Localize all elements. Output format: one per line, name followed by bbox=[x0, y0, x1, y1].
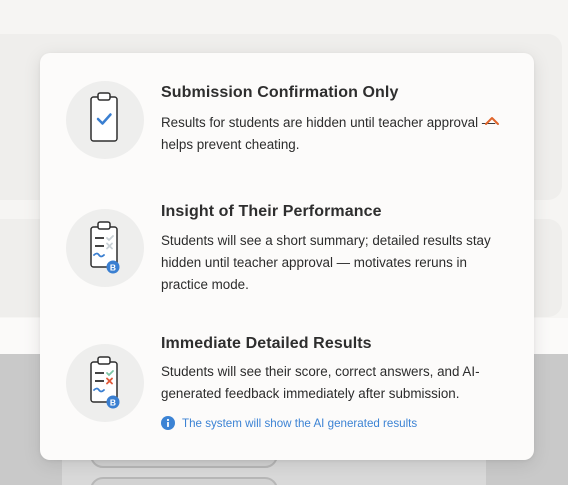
chevron-up-icon[interactable] bbox=[483, 114, 501, 128]
clipboard-check-icon bbox=[66, 81, 144, 159]
clipboard-summary-icon bbox=[66, 209, 144, 287]
svg-text:B: B bbox=[109, 397, 117, 408]
option-title: Immediate Detailed Results bbox=[161, 335, 372, 352]
info-icon bbox=[161, 416, 175, 430]
option-description: Results for students are hidden until teacher approval — helps prevent cheating. bbox=[161, 115, 496, 152]
option-insight-of-their-performance[interactable] bbox=[40, 199, 534, 329]
svg-text:B: B bbox=[109, 262, 117, 273]
option-title: Insight of Their Performance bbox=[161, 203, 382, 220]
option-immediate-detailed-results[interactable] bbox=[40, 332, 534, 452]
ai-results-note bbox=[161, 414, 417, 432]
option-submission-confirmation-only[interactable] bbox=[40, 75, 534, 185]
background-pill-button-2 bbox=[90, 477, 278, 485]
clipboard-detailed-icon bbox=[66, 344, 144, 422]
option-title: Submission Confirmation Only bbox=[161, 84, 399, 101]
option-description: Students will see their score, correct answers, and AI-generated feedback immediately after submission. bbox=[161, 364, 480, 401]
ai-results-note-text: The system will show the AI generated results bbox=[182, 416, 418, 430]
result-visibility-dropdown bbox=[40, 53, 534, 460]
option-description: Students will see a short summary; detailed results stay hidden until teacher approval — motivates reruns in practice mode. bbox=[161, 233, 491, 292]
